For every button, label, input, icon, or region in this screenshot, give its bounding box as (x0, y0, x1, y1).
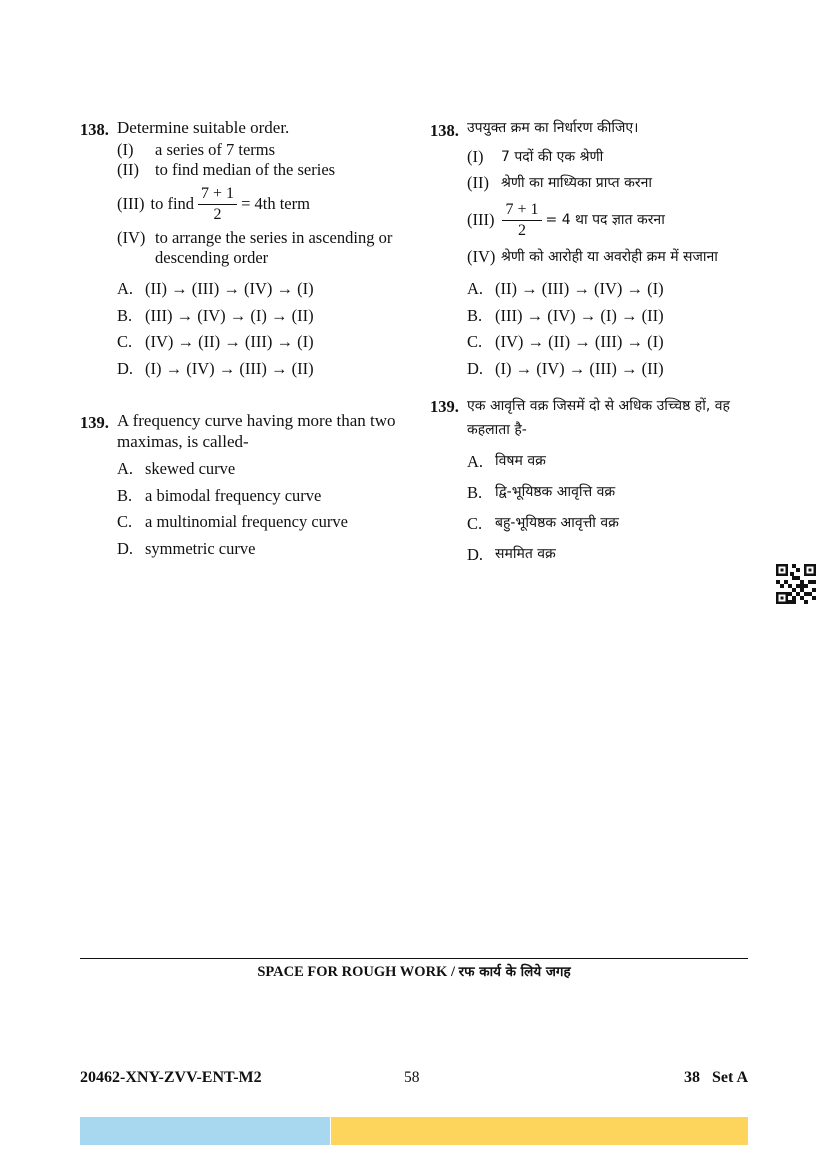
rough-work-label-en: SPACE FOR ROUGH WORK / (257, 964, 459, 980)
option-c (117, 329, 400, 356)
statement-roman: (II) (467, 173, 489, 192)
statement-text: to find median of the series (155, 160, 336, 179)
option-d (467, 356, 760, 383)
statement-suffix: = 4th term (241, 194, 310, 213)
option-text: a multinomial frequency curve (145, 512, 348, 531)
statement-roman: (I) (467, 147, 484, 166)
rough-work-divider (80, 958, 748, 959)
statement-text: 7 पदों की एक श्रेणी (501, 149, 604, 165)
option-text: (IV) → (II) → (III) → (I) (495, 332, 664, 351)
option-letter: B. (117, 305, 133, 325)
question-138-en (80, 117, 400, 382)
statement-text: श्रेणी को आरोही या अवरोही क्रम में सजाना (501, 249, 718, 265)
option-letter: B. (117, 485, 133, 505)
statement-text: a series of 7 terms (155, 140, 276, 159)
statement-item (467, 144, 760, 170)
option-text: (IV) → (II) → (III) → (I) (145, 332, 314, 351)
question-stem: उपयुक्त क्रम का निर्धारण कीजिए। (467, 120, 639, 136)
options-list (467, 276, 760, 382)
statement-roman: (I) (117, 140, 134, 159)
rough-work-label (80, 962, 748, 981)
footer-bar-blue (80, 1117, 330, 1145)
question-139-hi (430, 394, 760, 570)
statement-item (117, 228, 400, 268)
option-c (117, 509, 400, 536)
option-b (467, 477, 760, 508)
footer-bar-yellow (331, 1117, 748, 1145)
statement-item (467, 170, 760, 196)
option-letter: A. (117, 459, 134, 478)
statement-roman: (IV) (467, 247, 496, 266)
option-letter: B. (467, 305, 483, 325)
statement-prefix: to find (150, 194, 195, 213)
options-list (467, 446, 760, 570)
option-text: (III) → (IV) → (I) → (II) (145, 305, 314, 325)
set-label: 38 Set A (684, 1069, 748, 1086)
option-text: skewed curve (145, 459, 236, 478)
option-text: (II) → (III) → (IV) → (I) (145, 279, 314, 298)
statement-item (117, 160, 400, 180)
option-letter: C. (467, 514, 483, 533)
statement-roman: (III) (467, 210, 495, 229)
option-b (117, 303, 400, 330)
option-text: a bimodal frequency curve (145, 485, 322, 505)
option-text: symmetric curve (145, 538, 256, 558)
question-number: 139. (430, 397, 459, 416)
fraction-numerator: 7 + 1 (502, 201, 541, 221)
question-138-hi (430, 118, 760, 382)
option-letter: D. (117, 358, 134, 378)
option-letter: D. (467, 545, 484, 564)
statement-item (117, 140, 400, 160)
option-c (467, 329, 760, 356)
statement-text: श्रेणी का माध्यिका प्राप्त करना (501, 175, 652, 191)
option-text: (I) → (IV) → (III) → (II) (145, 358, 314, 378)
page-number: 58 (404, 1069, 420, 1086)
hindi-column (430, 113, 760, 570)
question-stem: एक आवृत्ति वक्र जिसमें दो से अधिक उच्चिष्ठ हों, वह कहलाता है- (467, 398, 730, 438)
option-text: (II) → (III) → (IV) → (I) (495, 279, 664, 298)
options-list (117, 276, 400, 382)
option-text: विषम वक्र (495, 453, 546, 469)
question-stem: Determine suitable order. (117, 118, 290, 137)
fraction (198, 185, 237, 224)
option-letter: B. (467, 483, 483, 502)
option-letter: C. (117, 512, 133, 531)
option-text: (I) → (IV) → (III) → (II) (495, 358, 664, 378)
option-a (467, 446, 760, 477)
options-list (117, 456, 400, 562)
option-b (117, 483, 400, 510)
statement-item (467, 244, 760, 270)
option-letter: D. (467, 358, 484, 378)
question-139-en (80, 410, 400, 562)
option-letter: A. (117, 279, 134, 298)
statement-roman: (III) (117, 194, 145, 213)
qr-code-icon (776, 564, 816, 604)
option-text: बहु-भूयिष्ठक आवृत्ती वक्र (495, 515, 619, 531)
option-d (117, 356, 400, 383)
fraction-denominator: 2 (213, 205, 222, 223)
option-letter: D. (117, 538, 134, 558)
english-column (80, 113, 400, 562)
option-letter: C. (117, 332, 133, 351)
option-text: (III) → (IV) → (I) → (II) (495, 305, 664, 325)
statement-item-fraction (467, 196, 760, 244)
option-d (467, 539, 760, 570)
question-number: 138. (430, 121, 459, 140)
question-number: 139. (80, 413, 109, 432)
rough-work-label-hi: रफ कार्य के लिये जगह (458, 964, 571, 980)
option-d (117, 536, 400, 563)
statement-list (117, 140, 400, 268)
option-c (467, 508, 760, 539)
option-letter: C. (467, 332, 483, 351)
statement-roman: (IV) (117, 228, 146, 247)
option-a (467, 276, 760, 303)
statement-text: to arrange the series in ascending or descending order (155, 228, 393, 267)
question-stem: A frequency curve having more than two maximas, is called- (117, 411, 396, 451)
option-letter: A. (467, 452, 484, 471)
fraction-numerator: 7 + 1 (198, 185, 237, 205)
option-text: द्वि-भूयिष्ठक आवृत्ति वक्र (495, 484, 616, 500)
option-b (467, 303, 760, 330)
statement-roman: (II) (117, 160, 139, 179)
statement-item-fraction (117, 180, 400, 228)
statement-suffix: = 4 था पद ज्ञात करना (545, 212, 665, 228)
option-letter: A. (467, 279, 484, 298)
option-a (117, 276, 400, 303)
paper-code: 20462-XNY-ZVV-ENT-M2 (80, 1069, 262, 1086)
option-a (117, 456, 400, 483)
fraction (502, 201, 541, 240)
question-number: 138. (80, 120, 109, 139)
statement-list (467, 144, 760, 270)
fraction-denominator: 2 (518, 221, 526, 239)
option-text: सममित वक्र (495, 546, 556, 562)
